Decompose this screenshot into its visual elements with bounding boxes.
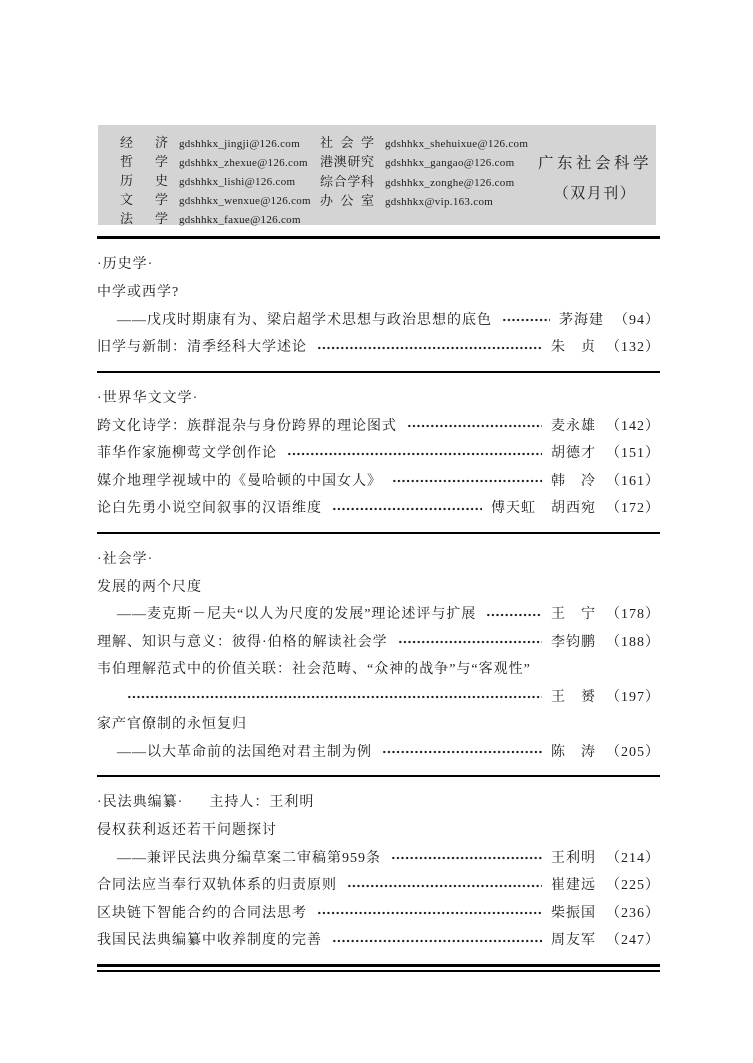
entry-title: 旧学与新制：清季经科大学述论: [97, 340, 307, 355]
contact-email: gdshhkx_lishi@126.com: [179, 176, 296, 188]
dot-leader: [317, 345, 542, 351]
toc-entry-line: [97, 817, 660, 845]
entry-page: （132）: [606, 340, 660, 355]
masthead-contacts-left: [120, 132, 320, 225]
contact-dept-label: 哲学: [120, 154, 168, 169]
entry-title: 韦伯理解范式中的价值关联：社会范畴、“众神的战争”与“客观性”: [97, 662, 531, 677]
entry-page: （178）: [606, 607, 660, 622]
dot-leader: [382, 749, 542, 755]
dot-leader: [317, 910, 542, 916]
toc-entry-line: [97, 656, 660, 684]
section-heading: ·社会学·: [97, 551, 154, 567]
entry-author: 韩 冷: [551, 473, 596, 489]
entry-author: 王利明: [551, 850, 596, 866]
masthead-contacts-mid: [320, 132, 534, 225]
toc-entry-line: [97, 845, 660, 873]
toc-entry-line: [97, 307, 660, 335]
entry-author: 朱 贞: [551, 340, 596, 355]
toc-entry-line: [97, 711, 660, 739]
entry-author: 王 赟: [551, 689, 596, 705]
entry-page: （225）: [606, 878, 660, 893]
section-heading-row: [97, 546, 660, 574]
contact-row: [320, 190, 534, 209]
toc-entry-line: [97, 440, 660, 468]
toc-entry-line: [97, 468, 660, 496]
contact-row: [120, 170, 320, 189]
contact-dept-label: 办公室: [320, 192, 374, 208]
entry-title: 论白先勇小说空间叙事的汉语维度: [97, 501, 322, 516]
entry-title: 媒介地理学视域中的《曼哈顿的中国女人》: [97, 473, 382, 489]
entry-title: 区块链下智能合约的合同法思考: [97, 905, 307, 921]
entry-author: 茅海建: [559, 312, 604, 328]
section-heading: ·民法典编纂·: [97, 795, 184, 810]
entry-title: 发展的两个尺度: [97, 579, 202, 595]
dot-leader: [287, 451, 542, 457]
contact-email: gdshhkx_wenxue@126.com: [179, 195, 311, 207]
toc-entry-line: [97, 495, 660, 523]
entry-subtitle: ——兼评民法典分编草案二审稿第959条: [117, 850, 381, 866]
contact-email: gdshhkx_zhexue@126.com: [179, 157, 308, 169]
toc-entry-line: [97, 601, 660, 629]
entry-author: 王 宁: [551, 607, 596, 622]
toc-entry-line: [97, 872, 660, 900]
toc-entry-line: [97, 574, 660, 602]
toc-entry-line: [97, 279, 660, 307]
dot-leader: [347, 883, 542, 889]
journal-title-block: [534, 132, 656, 225]
dot-leader: [332, 506, 482, 512]
entry-page: （247）: [606, 933, 660, 948]
entry-author: 崔建远: [551, 878, 596, 893]
entry-subtitle: ——以大革命前的法国绝对君主制为例: [117, 744, 372, 760]
toc-entry-line: [97, 413, 660, 441]
section-heading: ·世界华文文学·: [97, 390, 199, 406]
dot-leader: [392, 478, 542, 484]
entry-title: 菲华作家施柳莺文学创作论: [97, 446, 277, 461]
entry-author: 麦永雄: [551, 418, 596, 434]
dot-leader: [407, 423, 542, 429]
section-heading-row: [97, 385, 660, 413]
toc-entry-line: [97, 334, 660, 362]
entry-title: 中学或西学?: [97, 285, 180, 300]
section-history: [97, 239, 660, 371]
entry-title: 合同法应当奉行双轨体系的归责原则: [97, 878, 337, 893]
section-world-chinese-literature: [97, 373, 660, 532]
entry-page: （188）: [606, 634, 660, 650]
dot-leader: [127, 694, 542, 700]
dot-leader: [398, 639, 542, 645]
entry-author: 周友军: [551, 933, 596, 948]
contact-email: gdshhkx_gangao@126.com: [385, 157, 515, 170]
entry-page: （197）: [606, 689, 660, 705]
section-heading: ·历史学·: [97, 257, 154, 272]
entry-author: 胡德才: [551, 446, 596, 461]
entry-page: （151）: [606, 446, 660, 461]
rule-bottom-double: [97, 964, 660, 972]
contact-row: [120, 189, 320, 208]
entry-title: 家产官僚制的永恒复归: [97, 717, 247, 732]
entry-author: 柴振国: [551, 905, 596, 921]
contact-dept-label: 法学: [120, 211, 168, 226]
entry-page: （172）: [606, 501, 660, 516]
entry-author: 陈 涛: [551, 744, 596, 760]
contact-row: [320, 171, 534, 190]
contact-row: [320, 132, 534, 151]
toc-entry-line: [97, 927, 660, 955]
contact-dept-label: 港澳研究: [320, 154, 374, 170]
entry-page: （214）: [606, 850, 660, 866]
journal-title: 广东社会科学: [537, 154, 652, 172]
entry-subtitle: ——麦克斯－尼夫“以人为尺度的发展”理论述评与扩展: [117, 607, 477, 622]
entry-author: 傅天虹 胡西宛: [491, 501, 596, 516]
dot-leader: [486, 612, 542, 618]
contact-email: gdshhkx_jingji@126.com: [179, 138, 300, 150]
contact-row: [120, 151, 320, 170]
contact-dept-label: 社会学: [320, 135, 374, 150]
contact-email: gdshhkx_shehuixue@126.com: [385, 138, 529, 150]
entry-page: （236）: [606, 905, 660, 921]
entry-title: 侵权获利返还若干问题探讨: [97, 823, 277, 838]
section-heading-row: [97, 789, 660, 817]
entry-page: （142）: [606, 418, 660, 434]
entry-title: 理解、知识与意义：彼得·伯格的解读社会学: [97, 634, 388, 650]
toc-entry-line: [97, 739, 660, 767]
contact-email: gdshhkx@vip.163.com: [385, 195, 494, 208]
contact-row: [320, 151, 534, 170]
section-host: 主持人：王利明: [209, 795, 315, 810]
journal-subtitle: （双月刊）: [553, 185, 637, 202]
contact-dept-label: 历史: [120, 173, 168, 188]
entry-subtitle: ——戊戌时期康有为、梁启超学术思想与政治思想的底色: [117, 312, 492, 328]
entry-page: （161）: [606, 473, 660, 489]
contact-dept-label: 综合学科: [320, 173, 374, 189]
section-sociology: [97, 534, 660, 776]
entry-title: 跨文化诗学：族群混杂与身份跨界的理论图式: [97, 418, 397, 434]
contact-email: gdshhkx_zonghe@126.com: [385, 176, 515, 189]
masthead-box: [98, 125, 656, 225]
section-civil-code: [97, 777, 660, 964]
contact-dept-label: 文学: [120, 192, 168, 207]
table-of-contents: [97, 236, 660, 972]
dot-leader: [332, 938, 542, 944]
toc-entry-line: [97, 900, 660, 928]
entry-page: （205）: [606, 744, 660, 760]
section-heading-row: [97, 251, 660, 279]
entry-page: （94）: [614, 312, 660, 328]
contact-row: [120, 132, 320, 151]
entry-title: 我国民法典编纂中收养制度的完善: [97, 933, 322, 948]
contact-email: gdshhkx_faxue@126.com: [179, 214, 301, 226]
contact-dept-label: 经济: [120, 135, 168, 150]
dot-leader: [391, 855, 542, 861]
contact-row: [120, 208, 320, 227]
entry-author: 李钧鹏: [551, 634, 596, 650]
toc-entry-line: [97, 684, 660, 712]
dot-leader: [502, 317, 550, 323]
toc-entry-line: [97, 629, 660, 657]
